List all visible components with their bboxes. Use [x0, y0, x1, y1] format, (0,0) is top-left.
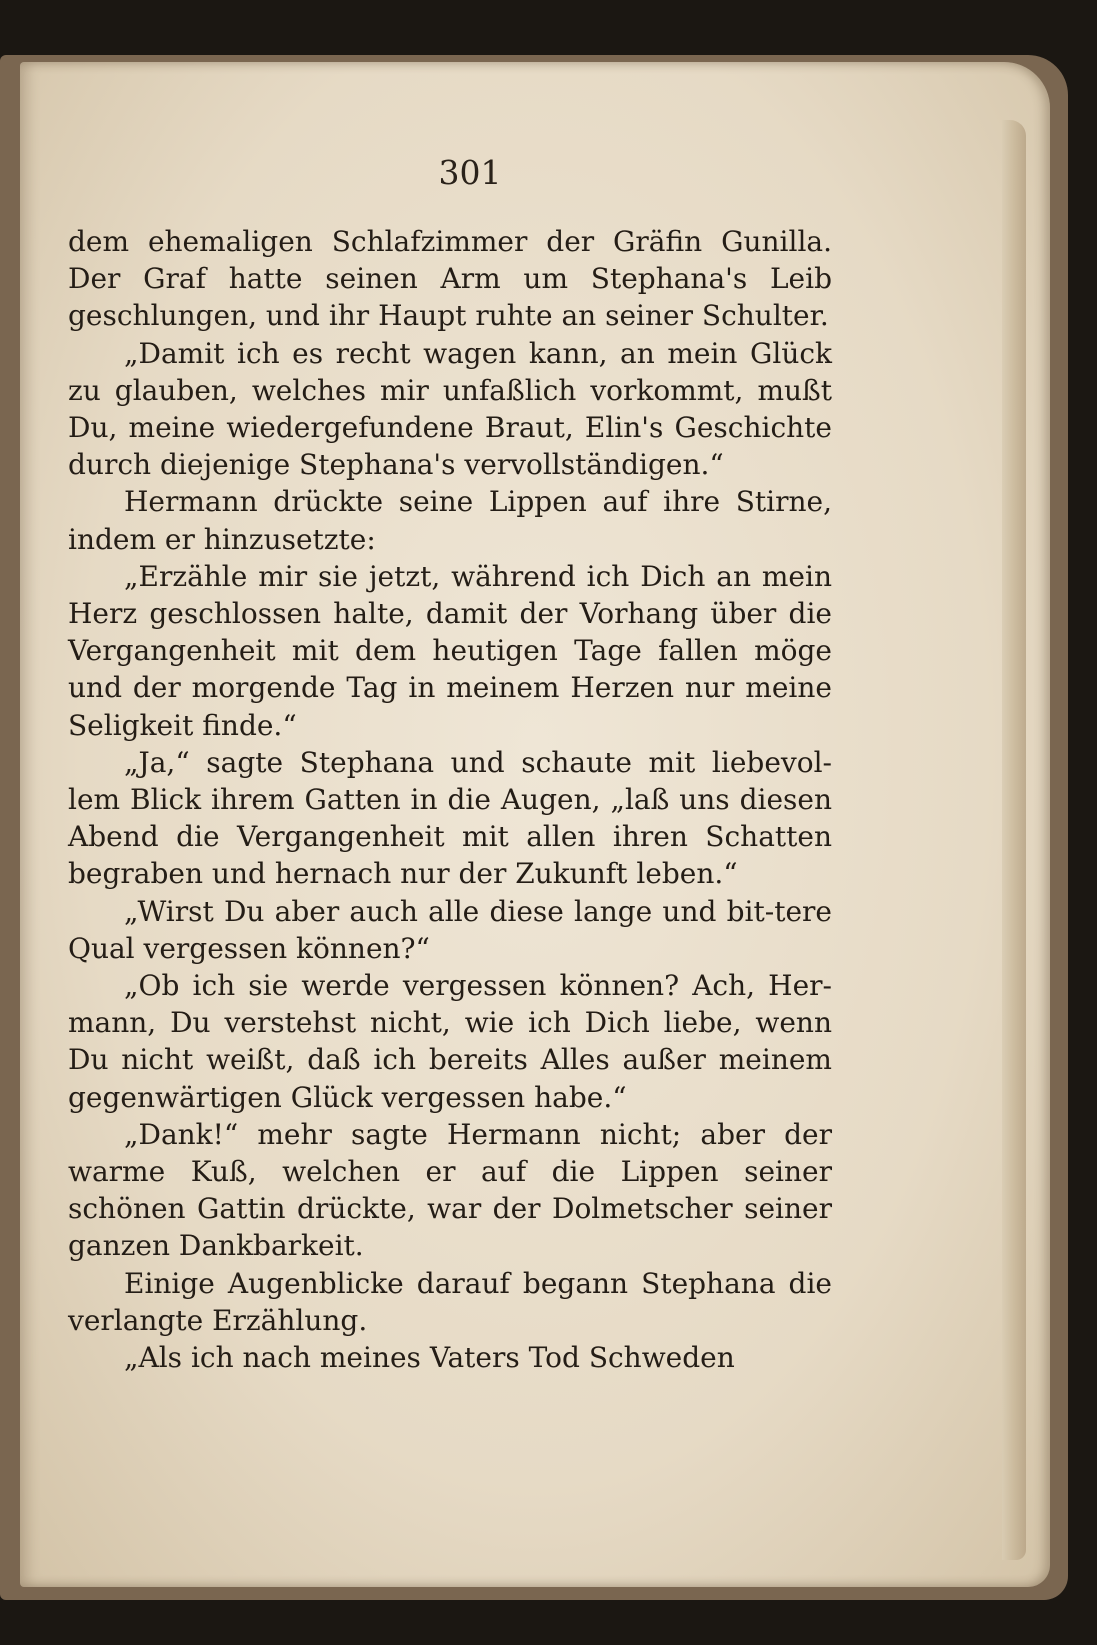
paragraph: „Wirst Du aber auch alle diese lange und bit-tere Qual vergessen können?“ — [68, 894, 832, 965]
paragraph: „Dank!“ mehr sagte Hermann nicht; aber der warme Kuß, welchen er auf die Lippen seiner schönen Gattin drückte, war der Dolmetscher seiner ganzen Dankbarkeit. — [68, 1117, 832, 1263]
page-number: 301 — [438, 153, 502, 192]
paragraph: „Ja,“ sagte Stephana und schaute mit liebevol-lem Blick ihrem Gatten in die Augen, „laß uns diesen Abend die Vergangenheit mit allen ihren Schatten begraben und hernach nur der Zukunft leben.“ — [68, 745, 832, 891]
paragraph: Hermann drückte seine Lippen auf ihre Stirne, indem er hinzusetzte: — [68, 485, 832, 556]
page-text — [68, 223, 832, 1376]
paragraph: „Ob ich sie werde vergessen können? Ach, Her-mann, Du verstehst nicht, wie ich Dich liebe, wenn Du nicht weißt, daß ich bereits Alles außer meinem gegenwärtigen Glück vergessen habe.“ — [68, 969, 832, 1114]
paragraph: „Damit ich es recht wagen kann, an mein Glück zu glauben, welches mir unfaßlich vorkommt, mußt Du, meine wiedergefundene Braut, Elin's Geschichte durch diejenige Stephana's vervollständigen.“ — [68, 336, 832, 482]
paragraph: Einige Augenblicke darauf begann Stephana die verlangte Erzählung. — [68, 1266, 832, 1337]
paragraph: dem ehemaligen Schlafzimmer der Gräfin Gunilla. Der Graf hatte seinen Arm um Stephana's Leib geschlungen, und ihr Haupt ruhte an seiner Schulter. — [68, 225, 832, 333]
paragraph: „Als ich nach meines Vaters Tod Schweden — [124, 1341, 735, 1375]
page-stack-edge — [1002, 120, 1026, 1560]
paragraph: „Erzähle mir sie jetzt, während ich Dich an mein Herz geschlossen halte, damit der Vorhang über die Vergangenheit mit dem heutigen Tage fallen möge und der morgende Tag in meinem Herzen nur meine Seligkeit finde.“ — [68, 559, 832, 742]
